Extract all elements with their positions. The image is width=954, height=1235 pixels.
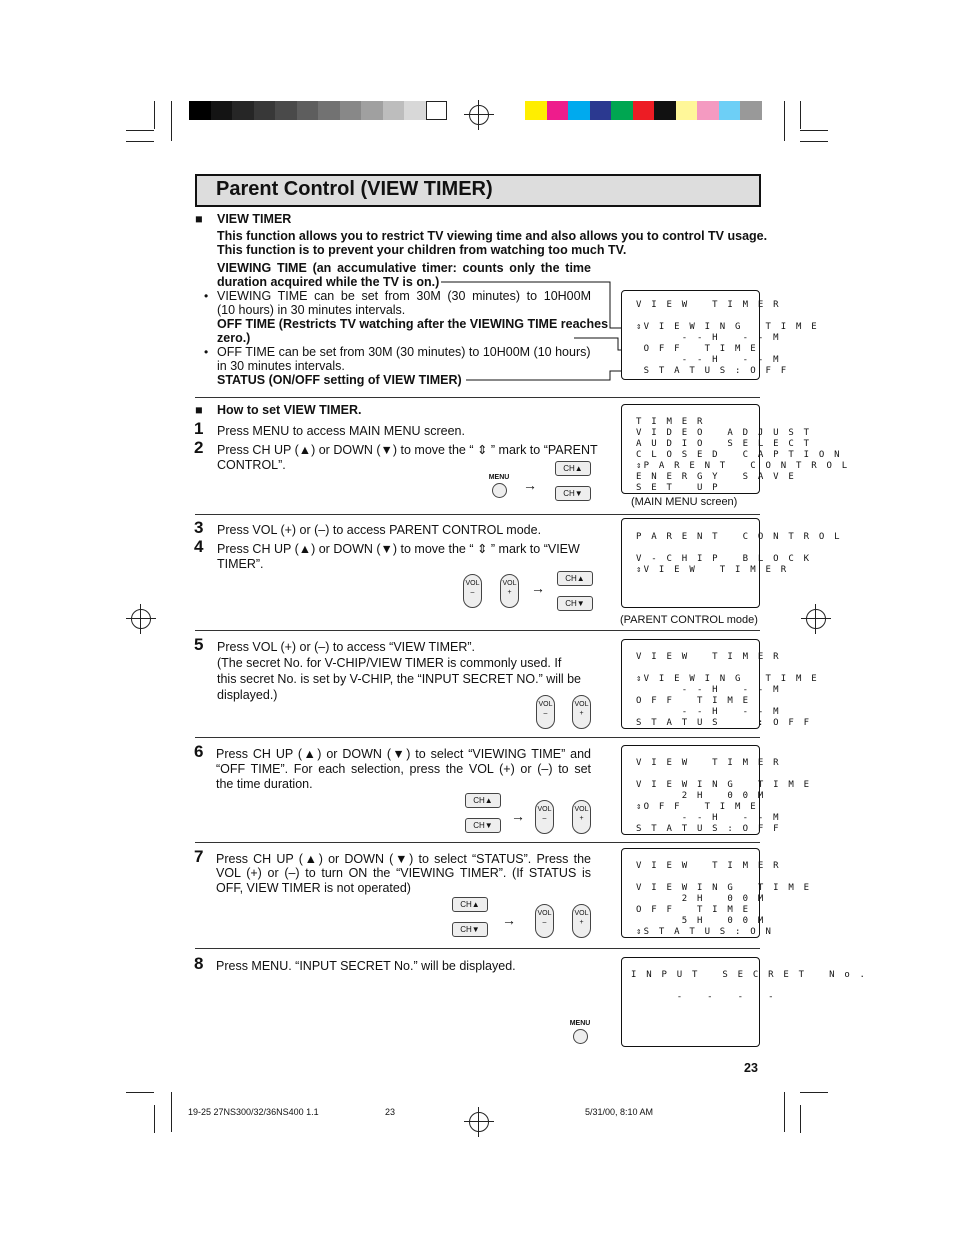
color-swatch [254, 101, 276, 120]
ch-down-button[interactable]: CH▼ [452, 922, 488, 937]
connector-lines [430, 270, 630, 390]
step-text: TIMER”. [217, 557, 264, 571]
footer-left: 19-25 27NS300/32/36NS400 1.1 [188, 1107, 319, 1117]
crop-mark [154, 101, 155, 129]
registration-mark [131, 609, 151, 629]
step-text: Press CH UP (▲) or DOWN (▼) to select “VIEWING TIME” and [216, 747, 591, 761]
status-heading: STATUS (ON/OFF setting of VIEW TIMER) [217, 373, 462, 387]
color-swatch [611, 101, 633, 120]
howto-heading: How to set VIEW TIMER. [217, 403, 362, 417]
off-time-heading: zero.) [217, 331, 251, 345]
bullet-square: ■ [195, 403, 203, 417]
step-text: Press CH UP (▲) or DOWN (▼) to select “STATUS”. Press the [216, 852, 591, 866]
crop-mark [126, 141, 154, 142]
color-swatch [719, 101, 741, 120]
registration-mark [806, 609, 826, 629]
ch-down-button[interactable]: CH▼ [465, 818, 501, 833]
divider [195, 737, 760, 738]
footer-mid: 23 [385, 1107, 396, 1117]
step-text: this secret No. is set by V-CHIP, the “INPUT SECRET NO.” will be [217, 672, 581, 686]
tv-screen-parent-control: P A R E N T C O N T R O L V - C H I P B L O C K ⇕V I E W T I M E R [621, 518, 760, 608]
color-swatch [547, 101, 569, 120]
arrow-icon: → [531, 580, 545, 596]
step-text: Press CH UP (▲) or DOWN (▼) to move the “ ⇕ ” mark to “VIEW [217, 542, 580, 556]
crop-mark [800, 130, 828, 131]
divider [195, 514, 760, 515]
tv-screen-view-timer-step6: V I E W T I M E R V I E W I N G T I M E 2 H 0 0 M ⇕O F F T I M E - - H - - M S T A T U S : O F F [621, 745, 760, 835]
page-title: Parent Control (VIEW TIMER) [216, 178, 493, 200]
menu-button[interactable]: MENU [484, 474, 514, 498]
color-swatch [740, 101, 762, 120]
step-text: “OFF TIME”. For each selection, press the VOL (+) or (–) to set [216, 762, 591, 776]
ch-down-button[interactable]: CH▼ [555, 486, 591, 501]
ch-up-button[interactable]: CH▲ [452, 897, 488, 912]
crop-mark [171, 1092, 172, 1132]
crop-mark [171, 101, 172, 141]
divider [195, 397, 760, 398]
menu-button-icon [573, 1029, 588, 1044]
tv-screen-input-secret: I N P U T S E C R E T N o . - - - - [621, 957, 760, 1047]
vol-minus-button[interactable]: VOL – [463, 574, 482, 608]
step-number: 4 [194, 537, 204, 556]
color-swatch [211, 101, 233, 120]
color-swatch [525, 101, 547, 120]
tv-screen-main-menu: T I M E R V I D E O A D J U S T A U D I O S E L E C T C L O S E D C A P T I O N ⇕P A R E N T C O N T R O L E N E R G Y S A V E S E T U P [621, 404, 760, 494]
intro-line: This function allows you to restrict TV viewing time and also allows you to control TV usage. [217, 229, 768, 243]
crop-mark [126, 130, 154, 131]
step-number: 8 [194, 954, 204, 973]
step-text: the time duration. [216, 777, 313, 791]
menu-button-icon [492, 483, 507, 498]
tv-screen-view-timer-step7: V I E W T I M E R V I E W I N G T I M E 2 H 0 0 M O F F T I M E 5 H 0 0 M ⇕S T A T U S : O N [621, 848, 760, 938]
crop-mark [800, 141, 828, 142]
step-text: Press VOL (+) or (–) to access PARENT CONTROL mode. [217, 523, 542, 537]
viewing-bullet: (10 hours) in 30 minutes intervals. [217, 303, 406, 317]
step-text: (The secret No. for V-CHIP/VIEW TIMER is commonly used. If [217, 656, 562, 670]
step-number: 2 [194, 438, 204, 457]
vol-minus-button[interactable]: VOL – [535, 800, 554, 834]
off-bullet: in 30 minutes intervals. [217, 359, 345, 373]
crop-mark [800, 1105, 801, 1133]
step-text: Press VOL (+) or (–) to access “VIEW TIMER”. [217, 640, 476, 654]
step-text: OFF, VIEW TIMER is not operated) [216, 881, 411, 895]
screen-caption: (MAIN MENU screen) [631, 496, 738, 508]
viewing-time-heading: duration acquired while the TV is on.) [217, 275, 440, 289]
arrow-icon: → [511, 808, 525, 824]
step-text: Press MENU to access MAIN MENU screen. [217, 424, 465, 438]
step-number: 6 [194, 742, 204, 761]
color-swatch [426, 101, 448, 120]
grayscale-bar [189, 101, 447, 120]
step-number: 1 [194, 419, 204, 438]
crop-mark [800, 1092, 828, 1093]
step-text: CONTROL”. [217, 458, 286, 472]
color-swatch [189, 101, 211, 120]
color-swatch [404, 101, 426, 120]
page-number: 23 [744, 1061, 758, 1075]
ch-down-button[interactable]: CH▼ [557, 596, 593, 611]
color-swatch [654, 101, 676, 120]
menu-button[interactable]: MENU [565, 1020, 595, 1044]
color-swatch [590, 101, 612, 120]
crop-mark [800, 101, 801, 129]
screen-caption: (PARENT CONTROL mode) [620, 614, 758, 626]
tv-screen-view-timer-step5: V I E W T I M E R ⇕V I E W I N G T I M E - - H - - M O F F T I M E - - H - - M S T A T U S : O F F [621, 639, 760, 729]
color-swatch [568, 101, 590, 120]
step-number: 5 [194, 635, 204, 654]
tv-screen-view-timer: V I E W T I M E R ⇕V I E W I N G T I M E - - H - - M O F F T I M E - - H - - M S T A T U S : O F F [621, 290, 760, 380]
color-bar [525, 101, 762, 120]
vol-minus-button[interactable]: VOL – [536, 695, 555, 729]
registration-mark [469, 1112, 489, 1132]
off-bullet: OFF TIME can be set from 30M (30 minutes) to 10H00M (10 hours) [217, 345, 591, 359]
vol-plus-button[interactable]: VOL + [572, 695, 591, 729]
color-swatch [340, 101, 362, 120]
crop-mark [784, 101, 785, 141]
color-swatch [318, 101, 340, 120]
step-number: 3 [194, 518, 204, 537]
crop-mark [126, 1092, 154, 1093]
arrow-icon: → [502, 912, 516, 928]
step-text: Press CH UP (▲) or DOWN (▼) to move the “ ⇕ ” mark to “PARENT [217, 443, 598, 457]
color-swatch [232, 101, 254, 120]
ch-up-button[interactable]: CH▲ [555, 461, 591, 476]
color-swatch [676, 101, 698, 120]
ch-up-button[interactable]: CH▲ [557, 571, 593, 586]
color-swatch [361, 101, 383, 120]
crop-mark [154, 1105, 155, 1133]
vol-plus-button[interactable]: VOL + [572, 800, 591, 834]
vol-plus-button[interactable]: VOL + [500, 574, 519, 608]
view-timer-heading: VIEW TIMER [217, 212, 292, 226]
step-text: VOL (+) or (–) to turn ON the “VIEWING TIMER”. (If STATUS is [216, 866, 591, 880]
bullet-square: ■ [195, 212, 203, 226]
color-swatch [275, 101, 297, 120]
step-text: displayed.) [217, 688, 278, 702]
step-number: 7 [194, 847, 204, 866]
bullet: • [204, 289, 209, 303]
off-time-heading: OFF TIME (Restricts TV watching after the VIEWING TIME reaches [217, 317, 609, 331]
intro-line: This function is to prevent your children from watching too much TV. [217, 243, 627, 257]
vol-plus-button[interactable]: VOL + [572, 904, 591, 938]
viewing-time-heading: VIEWING TIME (an accumulative timer: counts only the time [217, 261, 591, 275]
viewing-bullet: VIEWING TIME can be set from 30M (30 minutes) to 10H00M [217, 289, 591, 303]
step-text: Press MENU. “INPUT SECRET No.” will be displayed. [216, 959, 516, 973]
bullet: • [204, 345, 209, 359]
color-swatch [633, 101, 655, 120]
color-swatch [297, 101, 319, 120]
divider [195, 948, 760, 949]
registration-mark [469, 105, 489, 125]
color-swatch [697, 101, 719, 120]
divider [195, 630, 760, 631]
ch-up-button[interactable]: CH▲ [465, 793, 501, 808]
footer-right: 5/31/00, 8:10 AM [585, 1107, 654, 1117]
divider [195, 842, 760, 843]
vol-minus-button[interactable]: VOL – [535, 904, 554, 938]
crop-mark [784, 1092, 785, 1132]
arrow-icon: → [523, 477, 537, 493]
title-box [195, 174, 761, 207]
color-swatch [383, 101, 405, 120]
